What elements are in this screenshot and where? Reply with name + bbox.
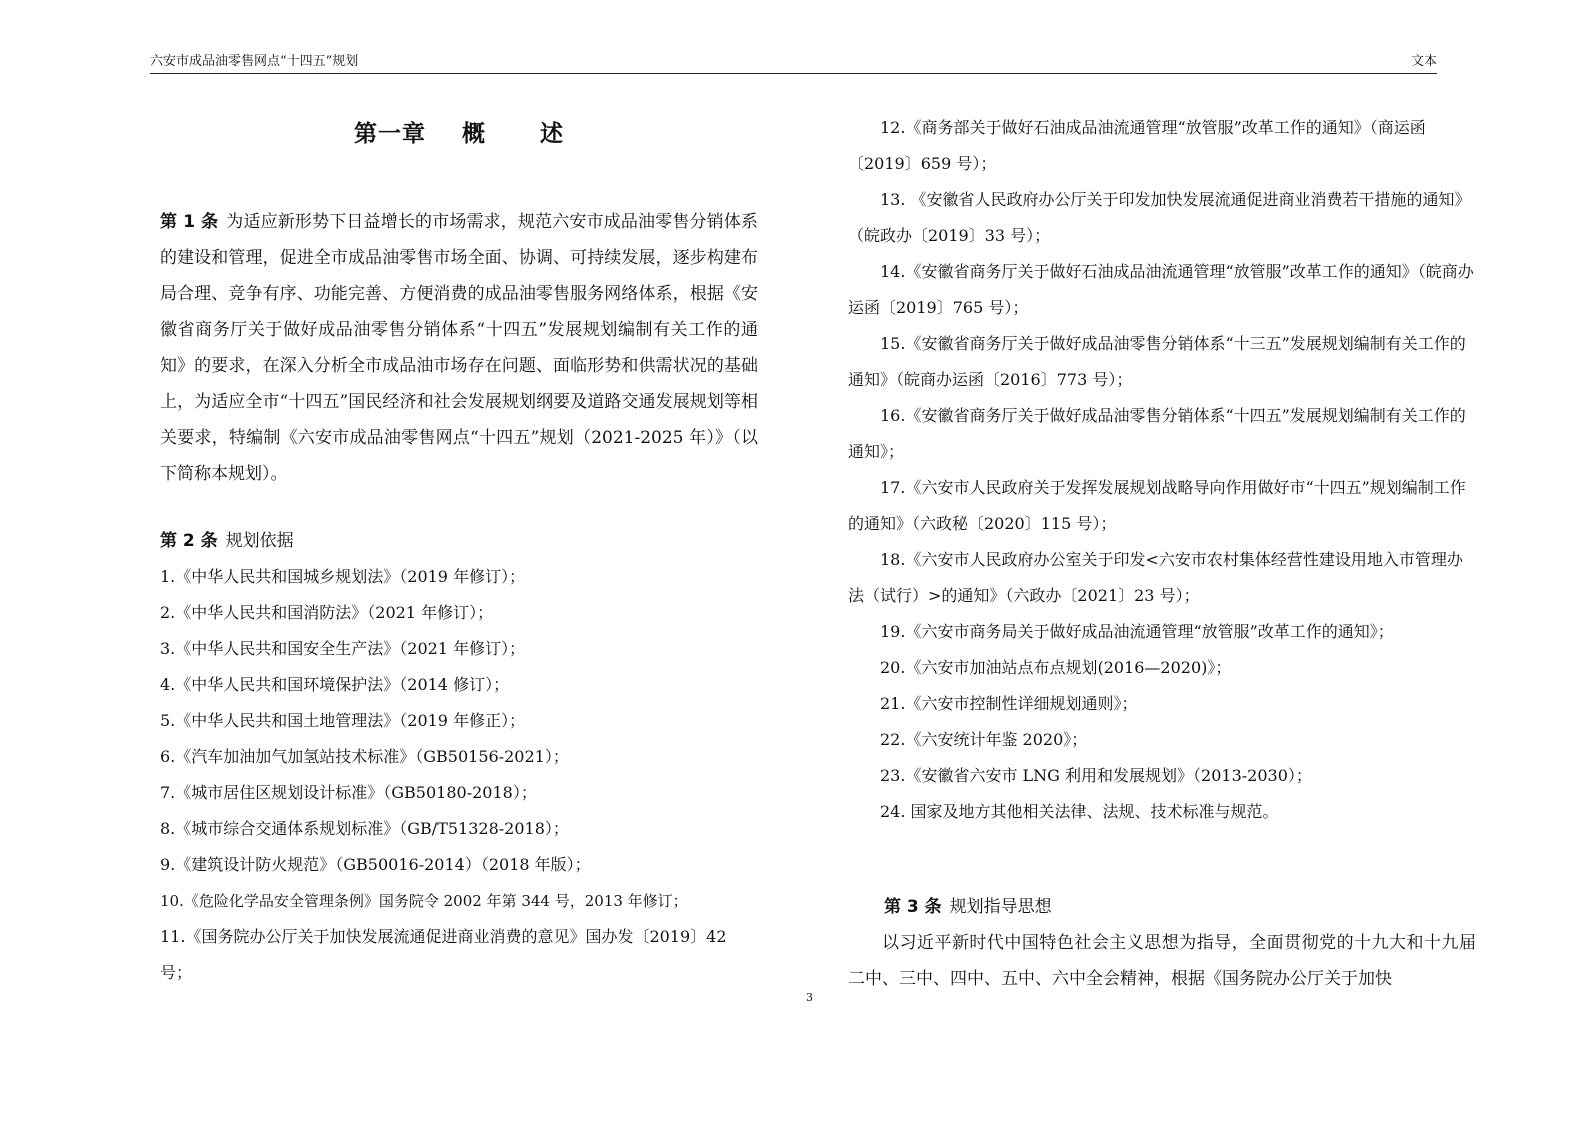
- article-2-heading: [160, 529, 294, 553]
- article-3-title: 规划指导思想: [949, 897, 1052, 917]
- header-section-label: 文本: [1410, 54, 1437, 69]
- list-item: 4.《中华人民共和国环境保护法》（2014 修订）；: [160, 675, 510, 694]
- list-item: 15.《安徽省商务厅关于做好成品油零售分销体系“十三五”发展规划编制有关工作的通知》（皖商办运函〔2016〕773 号）；: [848, 334, 1466, 389]
- list-item: 21.《六安市控制性详细规划通则》；: [880, 694, 1138, 713]
- list-item: 5.《中华人民共和国土地管理法》（2019 年修正）；: [160, 711, 526, 730]
- article-1-text: 为适应新形势下日益增长的市场需求，规范六安市成品油零售分销体系的建设和管理，促进全市成品油零售市场全面、协调、可持续发展，逐步构建布局合理、竞争有序、功能完善、方便消费的成品油零售服务网络体系，根据《安徽省商务厅关于做好成品油零售分销体系“十四五”发展规划编制有关工作的通知》的要求，在深入分析全市成品油市场存在问题、面临形势和供需状况的基础上，为适应全市“十四五”国民经济和社会发展规划纲要及道路交通发展规划等相关要求，特编制《六安市成品油零售网点“十四五”规划（2021-2025 年）》（以下简称本规划）。: [160, 212, 758, 484]
- list-item: 17.《六安市人民政府关于发挥发展规划战略导向作用做好市“十四五”规划编制工作的通知》（六政秘〔2020〕115 号）；: [848, 478, 1466, 533]
- list-item: 16.《安徽省商务厅关于做好成品油零售分销体系“十四五”发展规划编制有关工作的通知》；: [848, 406, 1466, 461]
- page-header: [150, 55, 1437, 74]
- list-item: 12.《商务部关于做好石油成品油流通管理“放管服”改革工作的通知》（商运函〔2019〕659 号）；: [848, 118, 1426, 173]
- list-item: 6.《汽车加油加气加氢站技术标准》（GB50156-2021）；: [160, 747, 569, 766]
- article-2-title: 规划依据: [225, 531, 294, 551]
- list-item: 2.《中华人民共和国消防法》（2021 年修订）；: [160, 603, 494, 622]
- list-item: 14.《安徽省商务厅关于做好石油成品油流通管理“放管服”改革工作的通知》（皖商办运函〔2019〕765 号）；: [848, 262, 1474, 317]
- list-item: 9.《建筑设计防火规范》（GB50016-2014）（2018 年版）；: [160, 855, 591, 874]
- list-item: 7.《城市居住区规划设计标准》（GB50180-2018）；: [160, 783, 537, 802]
- list-item: 19.《六安市商务局关于做好成品油流通管理“放管服”改革工作的通知》；: [880, 622, 1394, 641]
- list-item: 11.《国务院办公厅关于加快发展流通促进商业消费的意见》国办发〔2019〕42 号；: [160, 927, 727, 982]
- page-number: 3: [806, 991, 813, 1004]
- article-2-label: 第 2 条: [160, 531, 218, 551]
- list-item: 18.《六安市人民政府办公室关于印发<六安市农村集体经营性建设用地入市管理办法（试行）>的通知》（六政办〔2021〕23 号）；: [848, 550, 1463, 605]
- article-1: [160, 204, 758, 492]
- list-item: 20.《六安市加油站点布点规划(2016—2020)》；: [880, 658, 1232, 677]
- chapter-title: 第一章 概 述: [353, 121, 565, 147]
- list-item: 13. 《安徽省人民政府办公厅关于印发加快发展流通促进商业消费若干措施的通知》（皖政办〔2019〕33 号）；: [848, 190, 1471, 245]
- list-item: 22.《六安统计年鉴 2020》；: [880, 730, 1088, 749]
- list-item: 8.《城市综合交通体系规划标准》（GB/T51328-2018）；: [160, 819, 569, 838]
- article-3-heading: [884, 895, 1052, 919]
- article-3-label: 第 3 条: [884, 897, 942, 917]
- header-document-title: 六安市成品油零售网点“十四五”规划: [150, 54, 359, 69]
- basis-list-left: [160, 559, 758, 991]
- list-item: 3.《中华人民共和国安全生产法》（2021 年修订）；: [160, 639, 526, 658]
- list-item: 23.《安徽省六安市 LNG 利用和发展规划》（2013-2030）；: [880, 766, 1312, 785]
- basis-list-right: [848, 110, 1476, 830]
- article-1-label: 第 1 条: [160, 212, 219, 232]
- list-item: 1.《中华人民共和国城乡规划法》（2019 年修订）；: [160, 567, 526, 586]
- article-3-text: 以习近平新时代中国特色社会主义思想为指导，全面贯彻党的十九大和十九届二中、三中、四中、五中、六中全会精神，根据《国务院办公厅关于加快: [848, 933, 1476, 989]
- list-item: 10.《危险化学品安全管理条例》国务院令 2002 年第 344 号，2013 年修订；: [160, 892, 688, 910]
- list-item: 24. 国家及地方其他相关法律、法规、技术标准与规范。: [880, 802, 1279, 821]
